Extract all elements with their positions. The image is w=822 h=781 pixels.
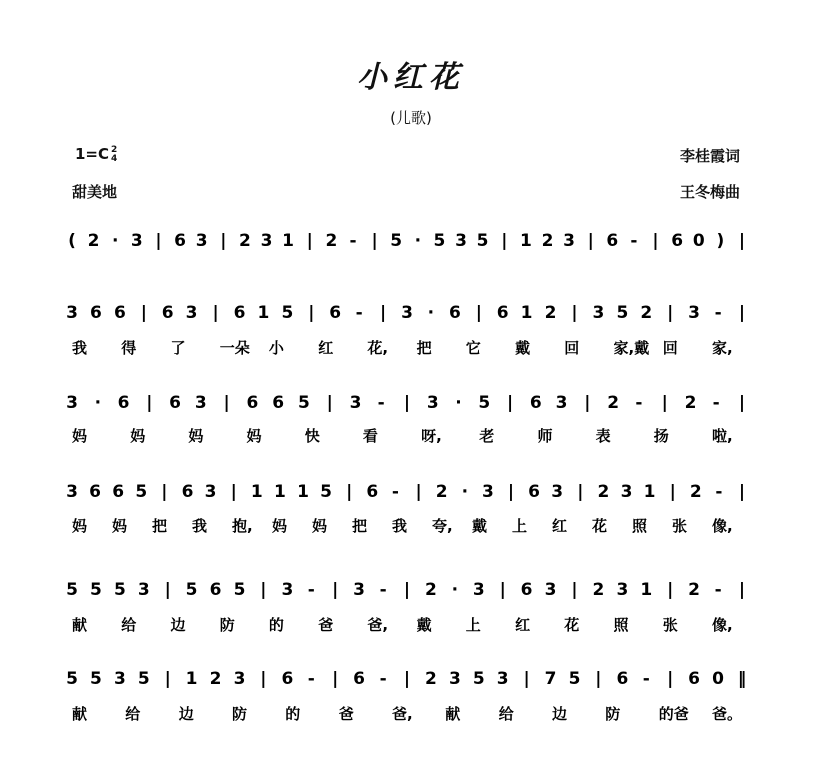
note: - <box>307 669 315 689</box>
note: 5 <box>89 669 102 689</box>
lyric-syllable: 献 <box>445 705 461 723</box>
lyric-syllable: 照 <box>632 517 648 535</box>
song-title: 小红花 <box>357 60 465 95</box>
note: 5 <box>320 482 333 502</box>
note: 3 <box>66 482 78 502</box>
note: 5 <box>135 482 148 502</box>
lyric-syllable: 花 <box>592 517 608 535</box>
note: 2 <box>541 231 554 251</box>
barline: | <box>475 303 482 323</box>
note: · <box>94 393 102 413</box>
lyric-syllable: 边 <box>170 616 186 634</box>
barline: | <box>506 393 514 413</box>
barline: | <box>403 669 411 689</box>
barline: | <box>501 231 508 251</box>
barline: | <box>230 482 237 502</box>
note: 2 <box>689 482 702 502</box>
lyric-syllable: 献 <box>72 705 88 723</box>
barline: | <box>584 393 591 413</box>
note: 2 <box>87 231 100 251</box>
lyric-syllable: 老 <box>479 427 495 445</box>
lyric-syllable: 一朵 <box>219 339 250 357</box>
lyric-syllable: 我 <box>392 517 408 535</box>
lyric-syllable: 我 <box>72 339 88 357</box>
note: 6 <box>448 303 461 323</box>
lyric-syllable: 花, <box>367 339 389 357</box>
note: 2 <box>424 669 437 689</box>
note: 1 <box>640 580 653 600</box>
lyric-syllable: 家, <box>712 339 733 357</box>
note: - <box>714 303 722 323</box>
lyric-syllable: 小 <box>268 339 284 357</box>
lyric-syllable: 妈 <box>130 427 146 445</box>
note: 6 <box>113 303 126 323</box>
note: 3 <box>66 393 78 413</box>
note: 2 <box>592 580 605 600</box>
lyric-syllable: 的爸 <box>658 705 689 723</box>
note: 5 <box>478 393 491 413</box>
barline: | <box>415 482 422 502</box>
lyric-syllable: 师 <box>537 427 553 445</box>
note: 1 <box>519 231 532 251</box>
barline: | <box>738 231 746 251</box>
note: 6 <box>616 669 629 689</box>
note: 3 <box>481 482 494 502</box>
note: 3 <box>401 303 413 323</box>
barline: | <box>738 393 746 413</box>
note: - <box>379 580 387 600</box>
lyric-syllable: 妈 <box>112 517 128 535</box>
note: 5 <box>89 580 102 600</box>
lyric-syllable: 夸, <box>432 517 453 535</box>
barline: | <box>587 231 594 251</box>
note: 2 <box>435 482 448 502</box>
lyric-syllable: 了 <box>170 339 186 357</box>
note: 3 <box>353 580 366 600</box>
lyric-syllable: 献 <box>72 616 88 634</box>
barline: | <box>371 231 378 251</box>
lyric-syllable: 防 <box>605 705 621 723</box>
barline: | <box>403 393 411 413</box>
lyric-syllable: 妈 <box>72 427 88 445</box>
note: 6 <box>520 580 533 600</box>
note: 5 <box>233 580 246 600</box>
note: 3 <box>260 231 273 251</box>
lyric-syllable: 看 <box>362 427 378 445</box>
note: 6 <box>161 303 174 323</box>
lyric-syllable: 的 <box>268 616 284 634</box>
note: 3 <box>496 669 509 689</box>
barline: | <box>738 580 746 600</box>
note: - <box>635 393 643 413</box>
barline: | <box>155 231 162 251</box>
note: 6 <box>174 231 187 251</box>
note: 6 <box>688 669 701 689</box>
lyric-syllable: 它 <box>465 339 481 357</box>
note: 6 <box>329 303 342 323</box>
barline: | <box>669 482 676 502</box>
lyric-syllable: 边 <box>552 705 568 723</box>
note: 3 <box>616 580 629 600</box>
lyric-syllable: 妈 <box>246 427 262 445</box>
note: 1 <box>282 231 295 251</box>
note: 1 <box>250 482 263 502</box>
lyric-syllable: 像, <box>712 517 733 535</box>
note: 1 <box>273 482 286 502</box>
note: · <box>455 393 462 413</box>
note: 6 <box>181 482 194 502</box>
barline: | <box>164 580 171 600</box>
barline: | <box>403 580 411 600</box>
barline: | <box>161 482 168 502</box>
lyric-syllable: 妈 <box>72 517 88 535</box>
lyric-syllable: 上 <box>465 616 481 634</box>
note: 3 <box>472 580 485 600</box>
note: · <box>111 231 119 251</box>
lyric-syllable: 上 <box>512 517 528 535</box>
lyric-syllable: 妈 <box>312 517 328 535</box>
barline: | <box>260 580 267 600</box>
note: 0 <box>712 669 725 689</box>
lyric-syllable: 红 <box>552 517 568 535</box>
note: 3 <box>233 669 246 689</box>
time-numerator: 2 <box>111 144 118 155</box>
note: 3 <box>551 482 564 502</box>
note: 6 <box>169 393 182 413</box>
note: 6 <box>209 580 222 600</box>
note: - <box>391 482 399 502</box>
note: 3 <box>592 303 605 323</box>
note: - <box>642 669 650 689</box>
barline: | <box>499 580 506 600</box>
lyric-syllable: 回 <box>662 339 678 357</box>
note: - <box>349 231 357 251</box>
note: 6 <box>112 482 125 502</box>
note: 1 <box>297 482 309 502</box>
lyric-syllable: 戴 <box>472 517 488 535</box>
note: 2 <box>209 669 222 689</box>
note: 5 <box>185 580 198 600</box>
lyric-syllable: 戴 <box>416 616 432 634</box>
lyricist: 李桂霞词 <box>679 147 740 165</box>
note: 3 <box>113 669 126 689</box>
note: 6 <box>89 482 102 502</box>
note: - <box>355 303 363 323</box>
note: - <box>714 580 722 600</box>
barline: | <box>306 231 313 251</box>
note: 1 <box>257 303 270 323</box>
lyric-syllable: 妈 <box>272 517 288 535</box>
note: - <box>712 393 720 413</box>
note: 3 <box>688 303 701 323</box>
note: 6 <box>117 393 130 413</box>
lyric-syllable: 回 <box>564 339 580 357</box>
lyric-syllable: 妈 <box>188 427 204 445</box>
song-subtitle: (儿歌) <box>390 109 432 127</box>
barline: | <box>652 231 659 251</box>
note: 2 <box>607 393 620 413</box>
lyric-syllable: 张 <box>672 517 688 535</box>
note: 5 <box>66 669 78 689</box>
lyric-syllable: 表 <box>595 427 611 445</box>
note: 5 <box>568 669 581 689</box>
lyric-syllable: 扬 <box>653 427 669 445</box>
barline: | <box>667 580 674 600</box>
lyric-syllable: 红 <box>318 339 334 357</box>
lyric-syllable: 呀, <box>421 427 442 445</box>
lyric-syllable: 给 <box>121 616 137 634</box>
note: 2 <box>688 580 701 600</box>
note: 6 <box>246 393 259 413</box>
note: 5 <box>281 303 294 323</box>
note: 5 <box>433 231 446 251</box>
note: 5 <box>390 231 403 251</box>
note: 3 <box>185 303 198 323</box>
lyric-syllable: 得 <box>121 339 137 357</box>
note: 6 <box>496 303 509 323</box>
barline: | <box>220 231 227 251</box>
note: 3 <box>281 580 294 600</box>
note: · <box>461 482 469 502</box>
barline: | <box>667 303 674 323</box>
lyric-syllable: 爸 <box>338 705 354 723</box>
note: 3 <box>204 482 217 502</box>
lyric-syllable: 啦, <box>712 427 733 445</box>
lyric-syllable: 爸。 <box>712 705 743 723</box>
time-denominator: 4 <box>111 153 118 164</box>
tempo-marking: 甜美地 <box>72 183 118 201</box>
barline: | <box>223 393 230 413</box>
lyric-syllable: 快 <box>304 427 320 445</box>
lyric-syllable: 照 <box>613 616 629 634</box>
barline: | <box>332 580 339 600</box>
barline: | <box>738 303 746 323</box>
composer: 王冬梅曲 <box>679 183 740 201</box>
note: · <box>414 231 422 251</box>
note: 6 <box>353 669 366 689</box>
note: 2 <box>640 303 653 323</box>
lyric-syllable: 戴 <box>515 339 531 357</box>
lyric-syllable: 防 <box>232 705 248 723</box>
barline: | <box>577 482 584 502</box>
note: 5 <box>66 580 78 600</box>
note: 7 <box>544 669 557 689</box>
note: 6 <box>671 231 684 251</box>
note: 3 <box>66 303 78 323</box>
note: 5 <box>616 303 629 323</box>
note: 2 <box>684 393 697 413</box>
barline: | <box>661 393 668 413</box>
key-label: 1=C <box>75 145 110 163</box>
note: - <box>715 482 723 502</box>
lyric-syllable: 红 <box>515 616 531 634</box>
lyric-syllable: 花 <box>564 616 580 634</box>
lyric-syllable: 像, <box>712 616 733 634</box>
note: 2 <box>544 303 557 323</box>
barline: ‖ <box>737 669 747 689</box>
note: 3 <box>620 482 633 502</box>
note: 5 <box>297 393 310 413</box>
barline: | <box>507 482 515 502</box>
barline: | <box>164 669 171 689</box>
note: 6 <box>528 482 541 502</box>
barline: | <box>146 393 153 413</box>
note: 6 <box>272 393 285 413</box>
note: 5 <box>137 669 150 689</box>
note: 3 <box>194 393 207 413</box>
note: 6 <box>89 303 102 323</box>
lyric-syllable: 张 <box>662 616 678 634</box>
note: 6 <box>606 231 619 251</box>
barline: | <box>308 303 315 323</box>
note: ) <box>716 231 725 251</box>
note: - <box>630 231 638 251</box>
barline: | <box>326 393 333 413</box>
barline: | <box>667 669 674 689</box>
lyric-syllable: 把 <box>352 517 368 535</box>
note: 3 <box>563 231 576 251</box>
note: 2 <box>597 482 610 502</box>
note: 6 <box>281 669 294 689</box>
lyric-syllable: 我 <box>192 517 208 535</box>
note: 3 <box>555 393 568 413</box>
note: - <box>307 580 315 600</box>
lyric-syllable: 给 <box>125 705 141 723</box>
note: 5 <box>472 669 485 689</box>
note: 6 <box>366 482 379 502</box>
note: 3 <box>349 393 362 413</box>
lyric-syllable: 把 <box>416 339 432 357</box>
lyric-syllable: 爸 <box>318 616 334 634</box>
note: 1 <box>185 669 198 689</box>
barline: | <box>571 580 578 600</box>
note: 0 <box>692 231 705 251</box>
note: 1 <box>643 482 656 502</box>
lyric-syllable: 家,戴 <box>613 339 650 357</box>
lyric-syllable: 的 <box>285 705 301 723</box>
barline: | <box>379 303 387 323</box>
note: 3 <box>426 393 439 413</box>
barline: | <box>571 303 578 323</box>
lyric-syllable: 边 <box>178 705 194 723</box>
lyric-syllable: 给 <box>498 705 514 723</box>
lyric-syllable: 防 <box>219 616 235 634</box>
note: ( <box>68 231 76 251</box>
barline: | <box>346 482 353 502</box>
note: 2 <box>424 580 437 600</box>
note: 3 <box>448 669 461 689</box>
note: - <box>377 393 385 413</box>
barline: | <box>212 303 219 323</box>
barline: | <box>140 303 147 323</box>
barline: | <box>260 669 267 689</box>
barline: | <box>738 482 746 502</box>
note: 3 <box>455 231 467 251</box>
lyric-syllable: 把 <box>152 517 168 535</box>
note: 5 <box>113 580 126 600</box>
barline: | <box>595 669 602 689</box>
barline: | <box>523 669 530 689</box>
note: 1 <box>520 303 533 323</box>
lyric-syllable: 抱, <box>232 517 253 535</box>
lyric-syllable: 爸, <box>367 616 389 634</box>
note: 6 <box>233 303 246 323</box>
note: · <box>427 303 435 323</box>
note: 5 <box>476 231 489 251</box>
note: 3 <box>137 580 150 600</box>
note: 3 <box>195 231 208 251</box>
note: 3 <box>544 580 557 600</box>
note: · <box>451 580 459 600</box>
barline: | <box>332 669 339 689</box>
note: 6 <box>529 393 542 413</box>
note: 3 <box>130 231 143 251</box>
note: 2 <box>325 231 338 251</box>
lyric-syllable: 爸, <box>392 705 413 723</box>
note: - <box>379 669 387 689</box>
note: 2 <box>238 231 251 251</box>
